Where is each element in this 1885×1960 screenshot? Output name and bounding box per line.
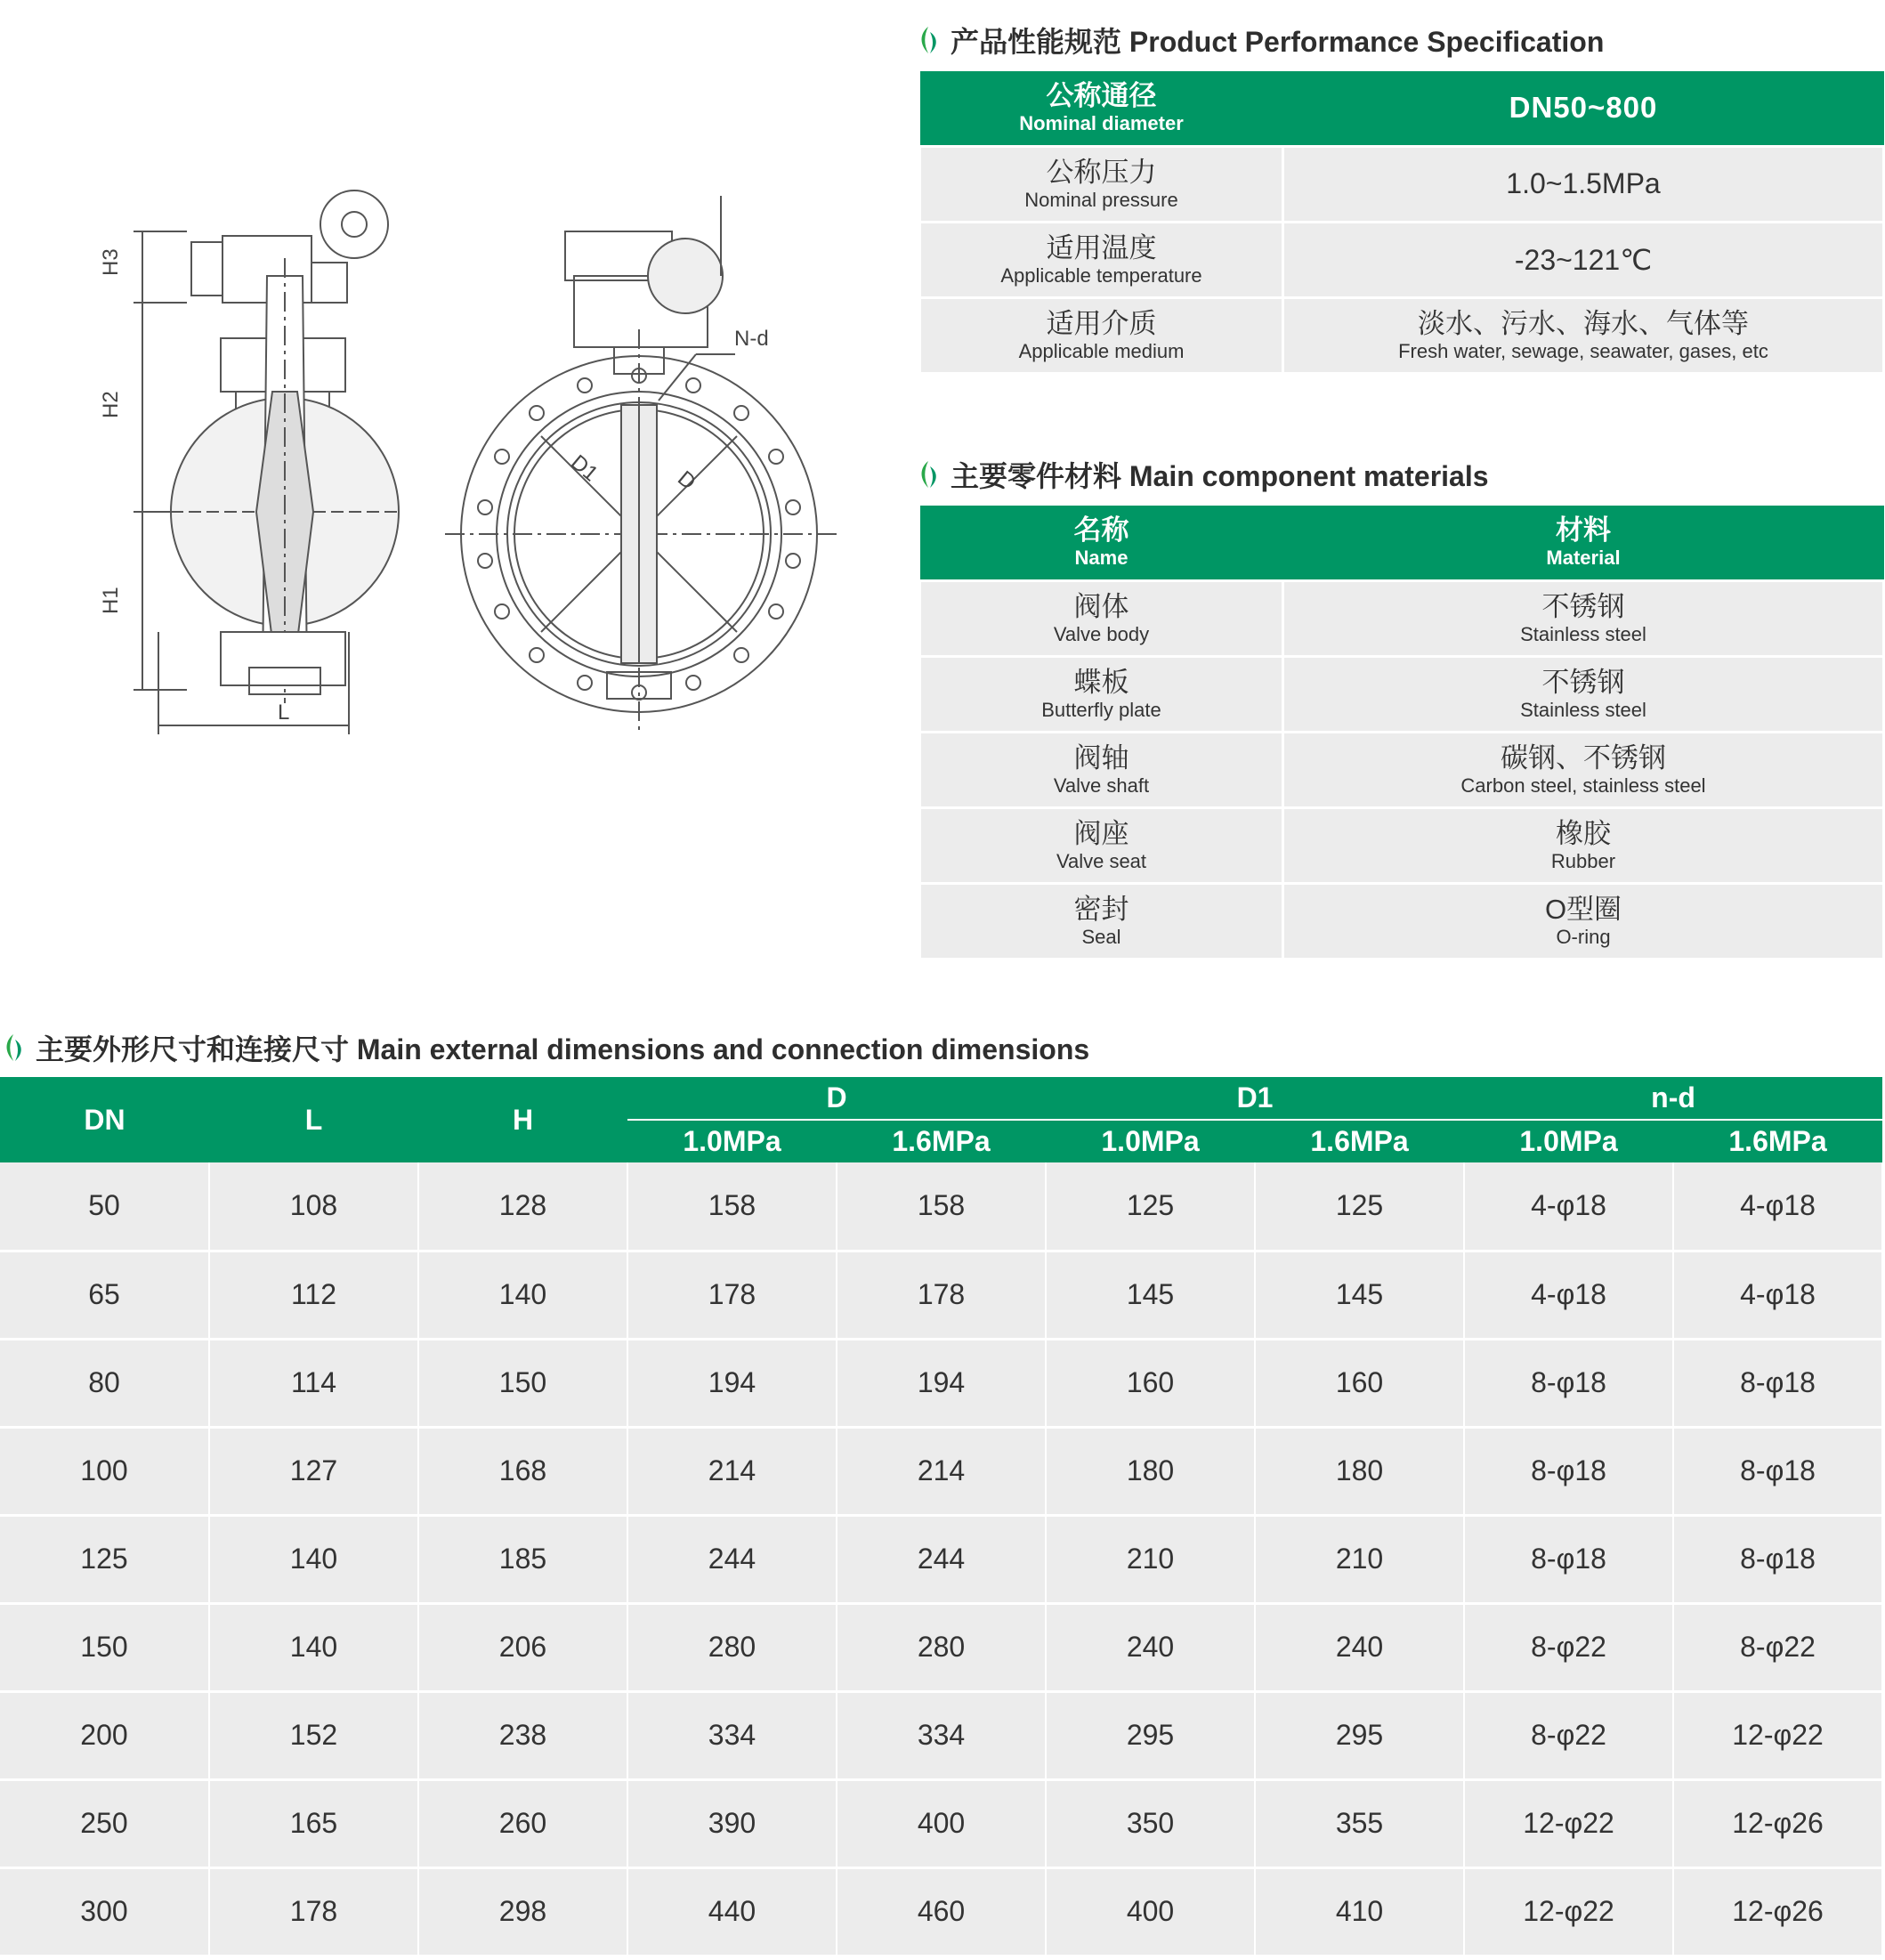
- table-cell: 140: [418, 1251, 627, 1339]
- table-cell: 178: [837, 1251, 1046, 1339]
- table-cell: 160: [1046, 1339, 1255, 1427]
- performance-row: 适用介质 Applicable medium 淡水、污水、海水、气体等 Fresh water, sewage, seawater, gases, etc: [920, 297, 1884, 373]
- table-cell: 65: [0, 1251, 209, 1339]
- table-cell: 140: [209, 1603, 418, 1691]
- table-cell: 158: [837, 1162, 1046, 1251]
- label-l: L: [278, 701, 290, 725]
- table-cell: 4-φ18: [1464, 1162, 1673, 1251]
- table-cell: 240: [1255, 1603, 1464, 1691]
- dimensions-body: [0, 1162, 1882, 1956]
- header-nd: n-d: [1464, 1077, 1882, 1120]
- table-cell: 158: [627, 1162, 837, 1251]
- table-cell: 12-φ26: [1673, 1867, 1882, 1956]
- leaf-icon: [2, 1033, 25, 1063]
- table-cell: 210: [1255, 1515, 1464, 1603]
- table-cell: 295: [1255, 1691, 1464, 1779]
- table-cell: 8-φ22: [1464, 1603, 1673, 1691]
- table-cell: 238: [418, 1691, 627, 1779]
- label-d: D: [673, 466, 700, 495]
- table-cell: 8-φ18: [1464, 1339, 1673, 1427]
- header-d: D: [627, 1077, 1046, 1120]
- materials-row: 阀轴 Valve shaft 碳钢、不锈钢 Carbon steel, stainless steel: [920, 732, 1884, 807]
- table-cell: 8-φ18: [1464, 1427, 1673, 1515]
- table-row: [0, 1251, 1882, 1339]
- table-cell: 4-φ18: [1673, 1251, 1882, 1339]
- table-cell: 4-φ18: [1673, 1162, 1882, 1251]
- table-cell: 334: [627, 1691, 837, 1779]
- header-dn: DN: [0, 1077, 209, 1162]
- table-row: [0, 1603, 1882, 1691]
- performance-row: 公称压力 Nominal pressure 1.0~1.5MPa: [920, 146, 1884, 222]
- table-cell: 145: [1046, 1251, 1255, 1339]
- table-cell: 8-φ22: [1464, 1691, 1673, 1779]
- valve-drawing: [99, 178, 837, 748]
- table-row: [0, 1691, 1882, 1779]
- table-cell: 150: [0, 1603, 209, 1691]
- table-cell: 12-φ22: [1673, 1691, 1882, 1779]
- table-cell: 112: [209, 1251, 418, 1339]
- header-l: L: [209, 1077, 418, 1162]
- table-cell: 194: [837, 1339, 1046, 1427]
- table-cell: 80: [0, 1339, 209, 1427]
- table-cell: 165: [209, 1779, 418, 1867]
- header-d1: D1: [1046, 1077, 1464, 1120]
- table-cell: 8-φ18: [1673, 1339, 1882, 1427]
- table-cell: 244: [837, 1515, 1046, 1603]
- table-row: [0, 1867, 1882, 1956]
- table-cell: 125: [1255, 1162, 1464, 1251]
- table-cell: 250: [0, 1779, 209, 1867]
- label-nd: N-d: [734, 327, 769, 351]
- table-row: [0, 1515, 1882, 1603]
- materials-row: 密封 Seal O型圈 O-ring: [920, 883, 1884, 959]
- label-h3: H3: [99, 248, 123, 276]
- table-cell: 8-φ18: [1464, 1515, 1673, 1603]
- table-row: [0, 1162, 1882, 1251]
- table-cell: 150: [418, 1339, 627, 1427]
- label-d1: D1: [566, 450, 603, 487]
- table-cell: 400: [1046, 1867, 1255, 1956]
- table-cell: 460: [837, 1867, 1046, 1956]
- table-cell: 240: [1046, 1603, 1255, 1691]
- table-cell: 140: [209, 1515, 418, 1603]
- materials-row: 蝶板 Butterfly plate 不锈钢 Stainless steel: [920, 656, 1884, 732]
- table-cell: 108: [209, 1162, 418, 1251]
- materials-row: 阀体 Valve body 不锈钢 Stainless steel: [920, 580, 1884, 656]
- table-cell: 152: [209, 1691, 418, 1779]
- leaf-icon: [917, 459, 940, 490]
- table-cell: 214: [627, 1427, 837, 1515]
- table-cell: 206: [418, 1603, 627, 1691]
- table-cell: 4-φ18: [1464, 1251, 1673, 1339]
- table-cell: 178: [627, 1251, 837, 1339]
- table-cell: 114: [209, 1339, 418, 1427]
- table-cell: 410: [1255, 1867, 1464, 1956]
- performance-row: 适用温度 Applicable temperature -23~121℃: [920, 222, 1884, 297]
- table-cell: 178: [209, 1867, 418, 1956]
- table-cell: 12-φ26: [1673, 1779, 1882, 1867]
- table-cell: 244: [627, 1515, 837, 1603]
- table-cell: 390: [627, 1779, 837, 1867]
- table-cell: 180: [1046, 1427, 1255, 1515]
- leaf-icon: [917, 25, 940, 55]
- table-cell: 298: [418, 1867, 627, 1956]
- performance-table: [918, 71, 1885, 375]
- table-cell: 125: [0, 1515, 209, 1603]
- table-row: [0, 1779, 1882, 1867]
- materials-row: 阀座 Valve seat 橡胶 Rubber: [920, 807, 1884, 883]
- table-cell: 12-φ22: [1464, 1779, 1673, 1867]
- performance-header-value: DN50~800: [1283, 71, 1884, 146]
- table-cell: 280: [837, 1603, 1046, 1691]
- dimensions-table: [0, 1077, 1883, 1957]
- table-cell: 440: [627, 1867, 837, 1956]
- dimensions-header-row: [0, 1077, 1882, 1120]
- table-row: [0, 1339, 1882, 1427]
- materials-table: [918, 506, 1885, 960]
- header-h: H: [418, 1077, 627, 1162]
- table-cell: 8-φ22: [1673, 1603, 1882, 1691]
- table-cell: 194: [627, 1339, 837, 1427]
- table-cell: 334: [837, 1691, 1046, 1779]
- table-cell: 127: [209, 1427, 418, 1515]
- dimensions-title: 主要外形尺寸和连接尺寸 Main external dimensions and connection dimensions: [2, 1027, 1089, 1068]
- table-cell: 210: [1046, 1515, 1255, 1603]
- table-cell: 400: [837, 1779, 1046, 1867]
- performance-header-label: 公称通径 Nominal diameter: [920, 71, 1283, 146]
- table-cell: 8-φ18: [1673, 1515, 1882, 1603]
- table-cell: 200: [0, 1691, 209, 1779]
- table-cell: 185: [418, 1515, 627, 1603]
- table-cell: 12-φ22: [1464, 1867, 1673, 1956]
- table-cell: 295: [1046, 1691, 1255, 1779]
- table-cell: 355: [1255, 1779, 1464, 1867]
- table-row: [0, 1427, 1882, 1515]
- table-cell: 300: [0, 1867, 209, 1956]
- performance-title: 产品性能规范 Product Performance Specification: [917, 20, 1604, 61]
- table-cell: 125: [1046, 1162, 1255, 1251]
- table-cell: 8-φ18: [1673, 1427, 1882, 1515]
- materials-title: 主要零件材料 Main component materials: [917, 454, 1489, 495]
- table-cell: 214: [837, 1427, 1046, 1515]
- table-cell: 350: [1046, 1779, 1255, 1867]
- performance-header-row: [920, 71, 1884, 146]
- table-cell: 128: [418, 1162, 627, 1251]
- table-cell: 50: [0, 1162, 209, 1251]
- label-h2: H2: [99, 391, 123, 418]
- table-cell: 260: [418, 1779, 627, 1867]
- table-cell: 160: [1255, 1339, 1464, 1427]
- table-cell: 100: [0, 1427, 209, 1515]
- table-cell: 168: [418, 1427, 627, 1515]
- table-cell: 280: [627, 1603, 837, 1691]
- dimensions-subheader-row: 1.0MPa 1.6MPa 1.0MPa 1.6MPa 1.0MPa 1.6MPa: [0, 1120, 1882, 1162]
- table-cell: 180: [1255, 1427, 1464, 1515]
- label-h1: H1: [99, 587, 123, 614]
- materials-header-row: 名称 Name 材料 Material: [920, 506, 1884, 580]
- table-cell: 145: [1255, 1251, 1464, 1339]
